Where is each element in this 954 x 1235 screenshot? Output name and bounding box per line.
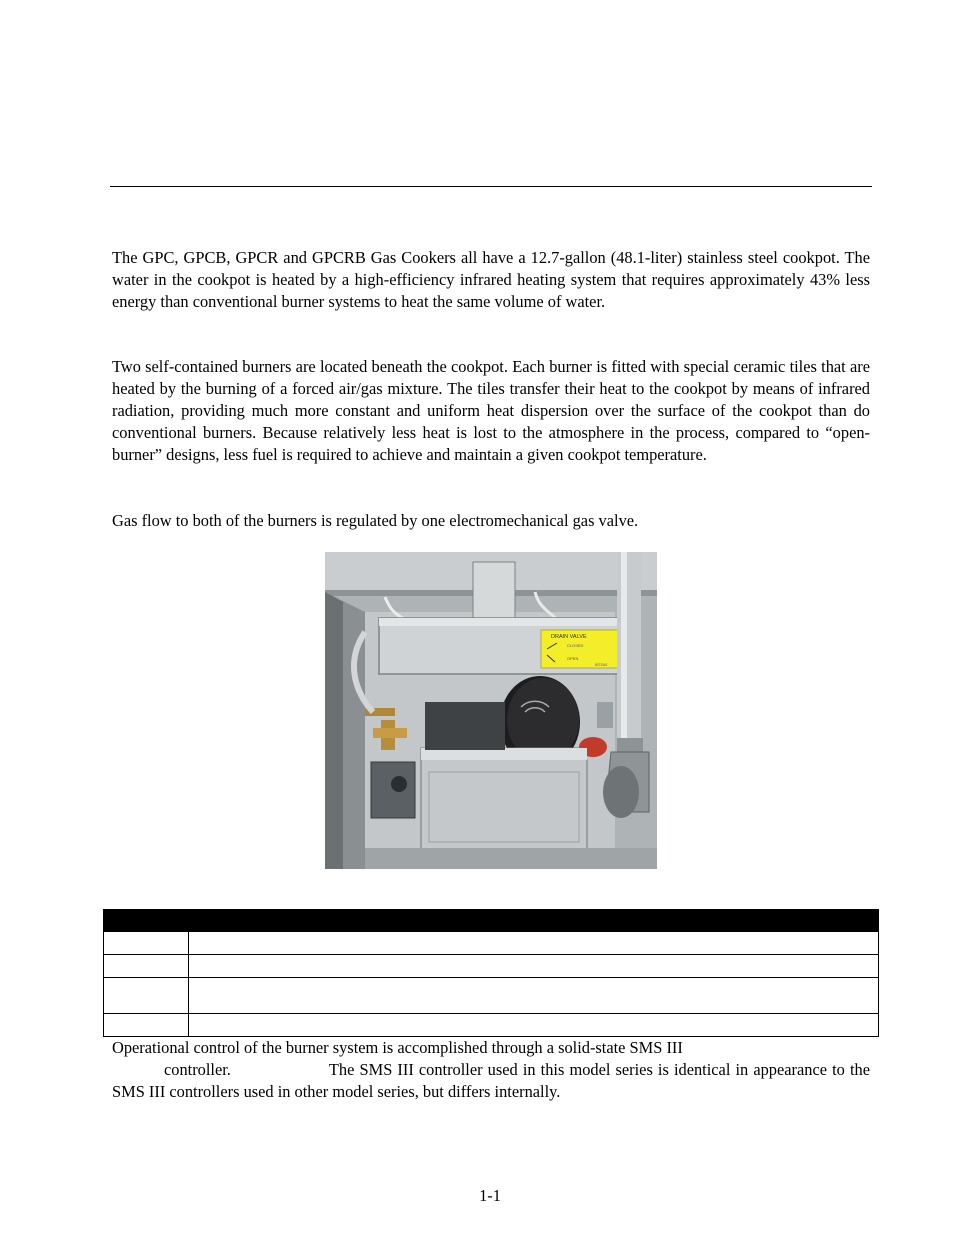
header-rule [110,186,872,187]
table-row [104,978,879,1014]
drain-valve-label-code: 8072061 [595,663,608,667]
drain-valve-label-closed: CLOSED [567,643,584,648]
controller-text-rest: The SMS III controller used in this model series is identical in appearance to the SMS III controllers used in other model series, but differs internally. [112,1060,870,1101]
table-cell [104,932,189,955]
table-cell [104,955,189,978]
controller-text-word: controller. [164,1060,231,1079]
table-cell [189,1014,879,1037]
page-number: 1-1 [479,1186,501,1205]
drain-valve-label-open: OPEN [567,656,579,661]
table-header-row [104,910,879,932]
table-cell [189,978,879,1014]
gas-flow-paragraph: Gas flow to both of the burners is regulated by one electromechanical gas valve. [112,511,639,530]
table-cell [104,978,189,1014]
controller-text-line1: Operational control of the burner system is accomplished through a solid-state SMS III [112,1038,683,1057]
table-cell [104,1014,189,1037]
table-cell [189,955,879,978]
burners-paragraph: Two self-contained burners are located beneath the cookpot. Each burner is fitted with special ceramic tiles that are heated by the burning of a forced air/gas mixture. The tiles transfer their heat to the cookpot by means of infrared radiation, providing much more constant and uniform heat dispersion over the surface of the cookpot than do conventional burners. Because relatively less heat is lost to the atmosphere in the process, compared to “open-burner” designs, less fuel is required to achieve and maintain a given cookpot temperature. [112,357,870,464]
specification-table [103,909,879,1037]
table-row [104,932,879,955]
burner-assembly-photo [325,552,657,869]
intro-paragraph: The GPC, GPCB, GPCR and GPCRB Gas Cookers all have a 12.7-gallon (48.1-liter) stainless steel cookpot. The water in the cookpot is heated by a high-efficiency infrared heating system that requires approximately 43% less energy than conventional burner systems to heat the same volume of water. [112,248,870,311]
table-row [104,1014,879,1037]
table-row [104,955,879,978]
drain-valve-label-title: DRAIN VALVE [551,634,587,640]
table-cell [189,932,879,955]
controller-paragraph [112,1037,870,1103]
